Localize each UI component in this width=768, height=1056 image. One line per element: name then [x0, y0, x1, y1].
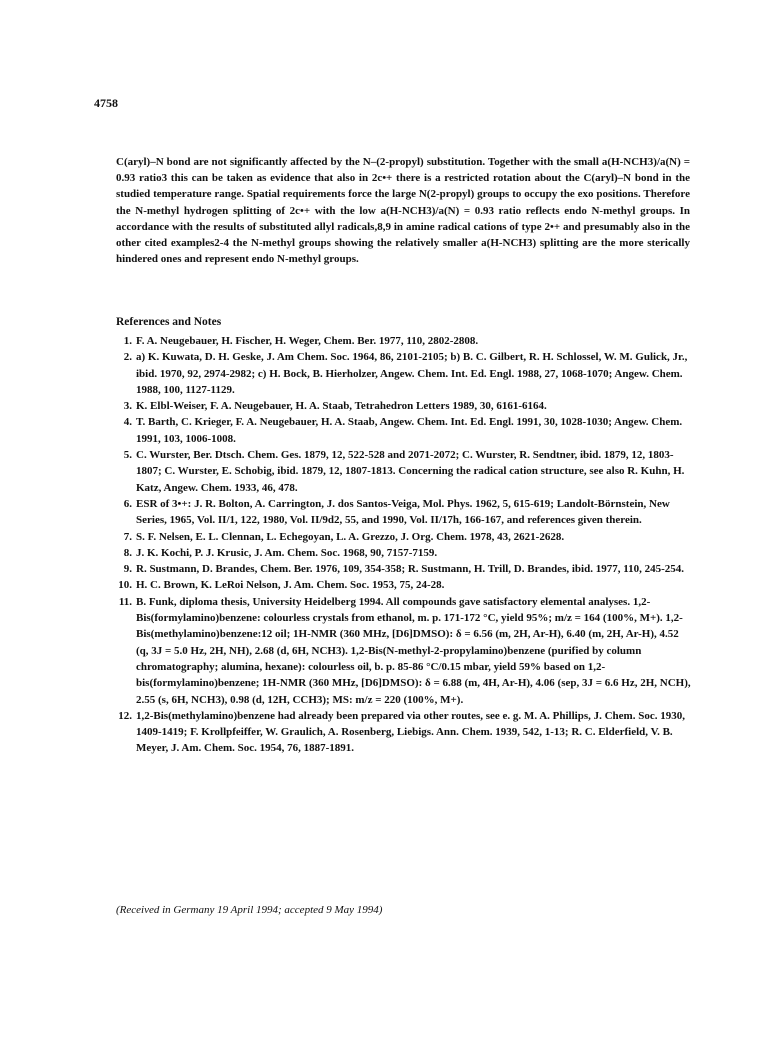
reference-item — [116, 561, 692, 577]
body-paragraph: C(aryl)–N bond are not significantly affected by the N–(2-propyl) substitution. Together with the small a(H-NCH3)/a(N) = 0.93 ratio3 this can be taken as evidence that also in 2c•+ there is a restricted rotation about the C(aryl)–N bond in the studied temperature range. Spatial requirements force the large N(2-propyl) groups to occupy the exo positions. Therefore the N-methyl hydrogen splitting of 2c•+ with the low a(H-NCH3)/a(N) = 0.93 ratio reflects endo N-methyl groups. In accordance with the results of substituted allyl radicals,8,9 in amine radical cations of type 2•+ and presumably also in the other cited examples2-4 the N-methyl groups showing the relatively smaller a(H-NCH3) splitting are the more sterically hindered ones and represent endo N-methyl groups. — [116, 156, 690, 266]
reference-item — [116, 496, 692, 529]
reference-text: R. Sustmann, D. Brandes, Chem. Ber. 1976, 109, 354-358; R. Sustmann, H. Trill, D. Brandes, ibid. 1977, 110, 245-254. — [136, 563, 685, 576]
reference-item — [116, 545, 692, 561]
reference-item — [116, 349, 692, 398]
reference-text: 1,2-Bis(methylamino)benzene had already been prepared via other routes, see e. g. M. A. Phillips, J. Chem. Soc. 1930, 1409-1419; F. Krollpfeiffer, W. Graulich, A. Rosenberg, Liebigs. Ann. Chem. 1939, 542, 1-13; R. C. Elderfield, V. B. Meyer, J. Am. Chem. Soc. 1954, 76, 1887-1891. — [136, 709, 685, 755]
reference-text: B. Funk, diploma thesis, University Heidelberg 1994. All compounds gave satisfactory elemental analyses. 1,2-Bis(formylamino)benzene: colourless crystals from ethanol, m. p. 171-172 °C, yield 95%; m/z = 164 (100%, M+). 1,2-Bis(methylamino)benzene:12 oil; 1H-NMR (360 MHz, [D6]DMSO): δ = 6.56 (m, 2H, Ar-H), 6.40 (m, 2H, Ar-H), 4.52 (q, 3J = 5.0 Hz, 2H, NH), 2.68 (d, 6H, NCH3). 1,2-Bis(N-methyl-2-propylamino)benzene (purified by column chromatography; alumina, hexane): colourless oil, b. p. 85-86 °C/0.15 mbar, yield 59% based on 1,2-bis(formylamino)benzene; 1H-NMR (360 MHz, [D6]DMSO): δ = 6.88 (m, 4H, Ar-H), 4.06 (sep, 3J = 6.6 Hz, 2H, NCH), 2.55 (s, 6H, NCH3), 0.98 (d, 12H, CCH3); MS: m/z = 220 (100%, M+). — [136, 595, 691, 706]
reference-number: 7. — [123, 530, 132, 543]
references-list — [116, 333, 692, 757]
reference-text: C. Wurster, Ber. Dtsch. Chem. Ges. 1879, 12, 522-528 and 2071-2072; C. Wurster, R. Sendtner, ibid. 1879, 12, 1803-1807; C. Wurster, E. Schobig, ibid. 1879, 12, 1807-1813. Concerning the radical cation structure, see also R. Kuhn, H. Katz, Angew. Chem. 1933, 46, 478. — [136, 449, 685, 494]
reference-item — [116, 333, 692, 349]
reference-text: ESR of 3•+: J. R. Bolton, A. Carrington, J. dos Santos-Veiga, Mol. Phys. 1962, 5, 615-619; Landolt-Börnstein, New Series, 1965, Vol. II/1, 122, 1980, Vol. II/9d2, 55, and 1990, Vol. II/17h, 166-167, and references given therein. — [136, 497, 670, 527]
reference-number: 12. — [118, 709, 132, 722]
reference-item — [116, 398, 692, 414]
reference-item — [116, 594, 692, 708]
reference-text: S. F. Nelsen, E. L. Clennan, L. Echegoyan, L. A. Grezzo, J. Org. Chem. 1978, 43, 2621-2628. — [136, 530, 565, 543]
reference-text: T. Barth, C. Krieger, F. A. Neugebauer, H. A. Staab, Angew. Chem. Int. Ed. Engl. 1991, 30, 1028-1030; Angew. Chem. 1991, 103, 1006-1008. — [136, 416, 683, 445]
page-number: 4758 — [94, 96, 118, 110]
reference-item — [116, 414, 692, 447]
reference-item — [116, 708, 692, 757]
reference-number: 11. — [118, 595, 132, 608]
reference-number: 2. — [123, 351, 132, 364]
received-date-note: (Received in Germany 19 April 1994; accepted 9 May 1994) — [116, 904, 383, 916]
reference-text: J. K. Kochi, P. J. Krusic, J. Am. Chem. Soc. 1968, 90, 7157-7159. — [136, 546, 438, 559]
reference-text: H. C. Brown, K. LeRoi Nelson, J. Am. Chem. Soc. 1953, 75, 24-28. — [136, 579, 445, 592]
reference-item — [116, 447, 692, 496]
reference-text: F. A. Neugebauer, H. Fischer, H. Weger, Chem. Ber. 1977, 110, 2802-2808. — [136, 335, 479, 347]
reference-number: 1. — [123, 335, 132, 347]
reference-text: a) K. Kuwata, D. H. Geske, J. Am Chem. Soc. 1964, 86, 2101-2105; b) B. C. Gilbert, R. H. Schlossel, W. M. Gulick, Jr., ibid. 1970, 92, 2974-2982; c) H. Bock, B. Hierholzer, Angew. Chem. Int. Ed. Engl. 1988, 27, 1068-1070; Angew. Chem. 1988, 100, 1127-1129. — [136, 351, 688, 396]
reference-number: 3. — [123, 400, 132, 413]
reference-number: 8. — [123, 546, 132, 559]
reference-number: 6. — [123, 497, 132, 510]
reference-number: 5. — [123, 449, 132, 462]
reference-item — [116, 529, 692, 545]
reference-number: 10. — [118, 579, 132, 592]
reference-number: 9. — [123, 563, 132, 576]
reference-number: 4. — [123, 416, 132, 429]
reference-item — [116, 577, 692, 593]
references-heading: References and Notes — [116, 316, 222, 328]
reference-text: K. Elbl-Weiser, F. A. Neugebauer, H. A. Staab, Tetrahedron Letters 1989, 30, 6161-6164. — [136, 400, 547, 413]
